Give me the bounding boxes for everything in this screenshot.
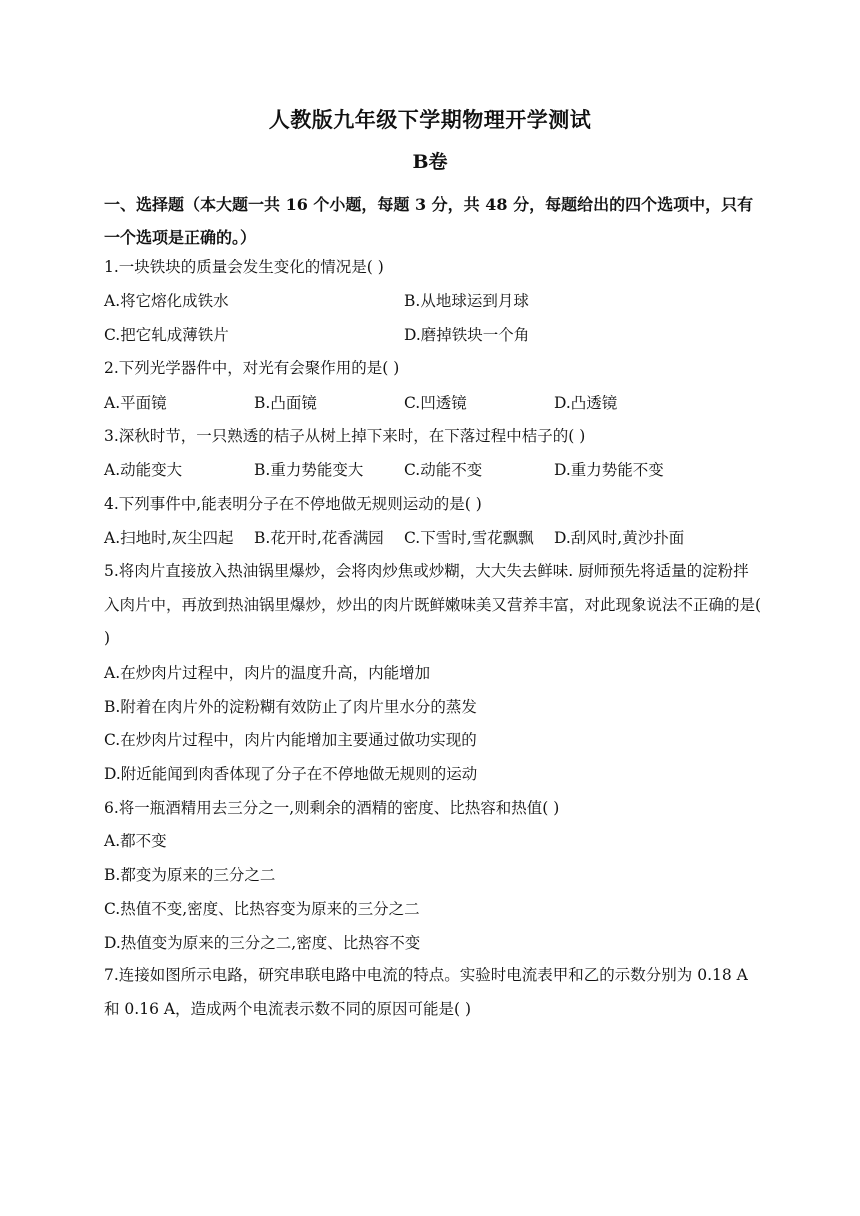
question-5-option-d: D.附近能闻到肉香体现了分子在不停地做无规则的运动	[104, 765, 478, 783]
question-4-option-c: C.下雪时,雪花飘飘	[404, 529, 534, 547]
question-2-option-d: D.凸透镜	[554, 394, 618, 412]
question-5-option-b: B.附着在肉片外的淀粉糊有效防止了肉片里水分的蒸发	[104, 698, 477, 716]
question-6-option-c: C.热值不变,密度、比热容变为原来的三分之二	[104, 900, 420, 918]
question-5-option-a: A.在炒肉片过程中，肉片的温度升高，内能增加	[104, 664, 431, 682]
question-2-option-b: B.凸面镜	[254, 394, 317, 412]
question-5-stem: 5.将肉片直接放入热油锅里爆炒，会将肉炒焦或炒糊，大大失去鲜味. 厨师预先将适量的淀粉拌入肉片中，再放到热油锅里爆炒，炒出的肉片既鲜嫩味美又营养丰富，对此现象说法不正确的是( )	[104, 562, 762, 647]
question-2-stem: 2.下列光学器件中，对光有会聚作用的是( )	[104, 359, 400, 377]
question-6-option-a: A.都不变	[104, 832, 167, 850]
question-3-option-d: D.重力势能不变	[554, 461, 664, 479]
question-4-option-a: A.扫地时,灰尘四起	[104, 529, 234, 547]
question-6-stem: 6.将一瓶酒精用去三分之一,则剩余的酒精的密度、比热容和热值( )	[104, 799, 560, 817]
question-5-option-c: C.在炒肉片过程中，肉片内能增加主要通过做功实现的	[104, 731, 477, 749]
page-title: 人教版九年级下学期物理开学测试	[268, 107, 592, 132]
question-4-stem: 4.下列事件中,能表明分子在不停地做无规则运动的是( )	[104, 495, 482, 513]
question-2-option-a: A.平面镜	[104, 394, 167, 412]
question-1-stem: 1.一块铁块的质量会发生变化的情况是( )	[104, 258, 384, 276]
question-4-option-d: D.刮风时,黄沙扑面	[554, 529, 685, 547]
section-heading: 一、选择题（本大题一共 16 个小题，每题 3 分，共 48 分，每题给出的四个选项中，只有一个选项是正确的。）	[104, 195, 754, 247]
question-1-option-b: B.从地球运到月球	[404, 292, 529, 310]
question-3-option-a: A.动能变大	[104, 461, 183, 479]
question-3-stem: 3.深秋时节，一只熟透的桔子从树上掉下来时，在下落过程中桔子的( )	[104, 427, 586, 445]
question-6-option-b: B.都变为原来的三分之二	[104, 866, 276, 884]
question-2-option-c: C.凹透镜	[404, 394, 467, 412]
question-6-option-d: D.热值变为原来的三分之二,密度、比热容不变	[104, 934, 421, 952]
question-7-stem: 7.连接如图所示电路，研究串联电路中电流的特点。实验时电流表甲和乙的示数分别为 0.18 A 和 0.16 A，造成两个电流表示数不同的原因可能是( )	[104, 966, 748, 1018]
question-3-option-b: B.重力势能变大	[254, 461, 364, 479]
question-1-option-d: D.磨掉铁块一个角	[404, 326, 530, 344]
question-1-option-c: C.把它轧成薄铁片	[104, 326, 229, 344]
question-4-option-b: B.花开时,花香满园	[254, 529, 384, 547]
paper-version-label: B卷	[412, 151, 448, 173]
question-1-option-a: A.将它熔化成铁水	[104, 292, 229, 310]
question-3-option-c: C.动能不变	[404, 461, 483, 479]
